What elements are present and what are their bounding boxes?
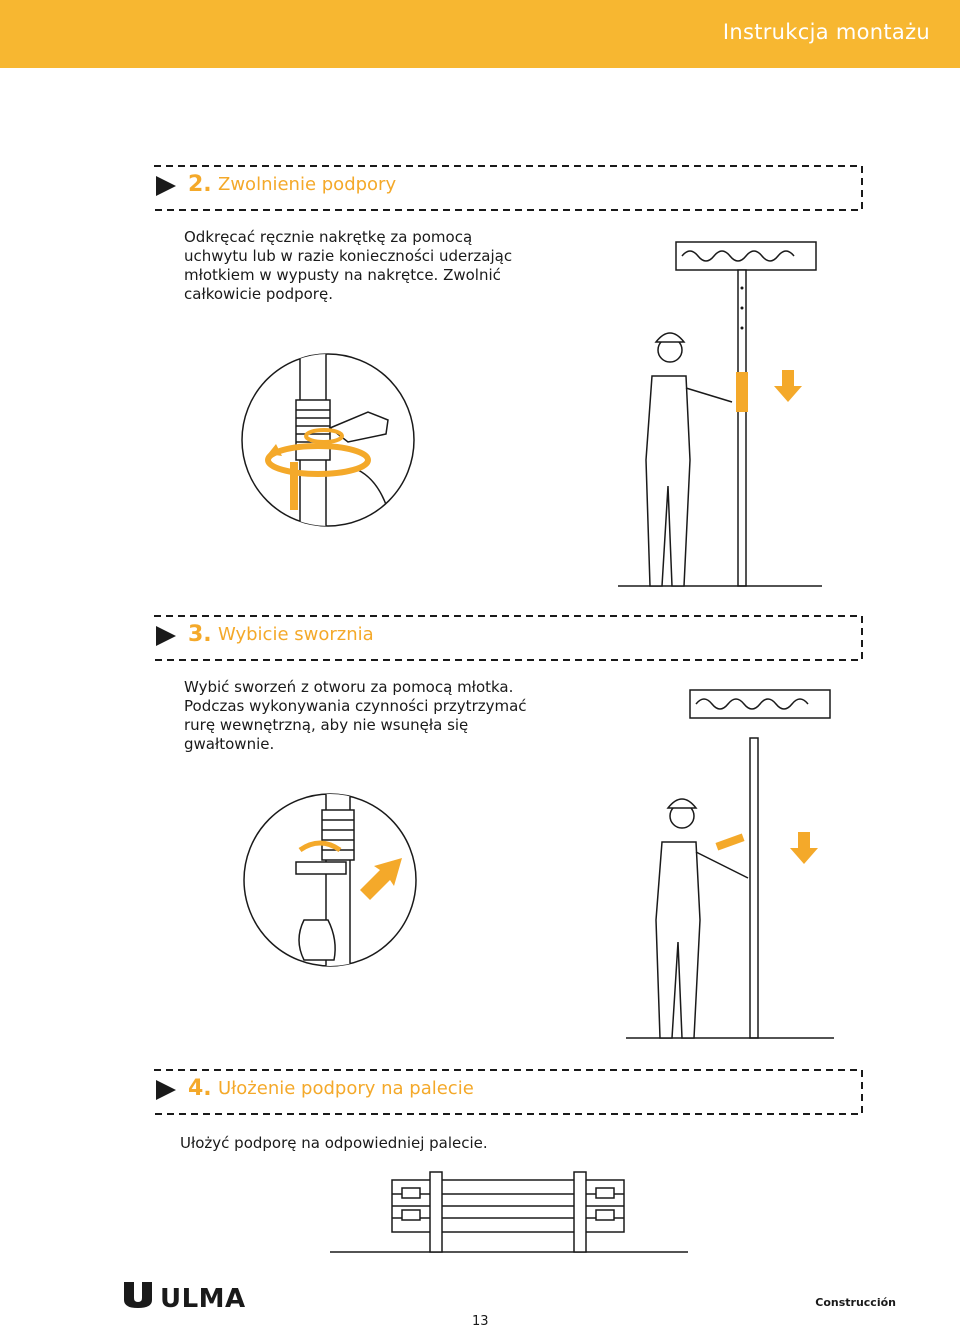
step-number: 2. xyxy=(188,172,212,197)
header-bar xyxy=(0,0,960,68)
step-4-section xyxy=(152,1068,864,1112)
play-arrow-icon xyxy=(156,1080,176,1100)
step-number: 3. xyxy=(188,622,212,647)
step-title: Zwolnienie podpory xyxy=(218,174,397,195)
play-arrow-icon xyxy=(156,626,176,646)
worker-pin-illustration xyxy=(620,686,840,1042)
page-title: Instrukcja montażu xyxy=(722,20,930,44)
footer-brand: ULMA xyxy=(160,1284,246,1314)
page-number: 13 xyxy=(472,1314,489,1329)
step-3-text: Wybić sworzeń z otworu za pomocą młotka. Podczas wykonywania czynności przytrzymać rurę wewnętrzną, aby nie wsunęła się gwałtownie. xyxy=(184,678,527,753)
step-title: Wybicie sworznia xyxy=(218,624,374,645)
ulma-logo-icon xyxy=(122,1280,156,1310)
step-4-text: Ułożyć podporę na odpowiedniej palecie. xyxy=(180,1134,488,1152)
step-2-section xyxy=(152,164,864,208)
step-number: 4. xyxy=(188,1076,212,1101)
pallet-illustration xyxy=(330,1166,690,1258)
nut-release-detail-illustration xyxy=(238,350,418,530)
footer-division: Construcción xyxy=(815,1296,896,1309)
step-3-header xyxy=(152,614,864,658)
step-title: Ułożenie podpory na palecie xyxy=(218,1078,474,1099)
step-4-header xyxy=(152,1068,864,1112)
step-2-text: Odkręcać ręcznie nakrętkę za pomocą uchwytu lub w razie konieczności uderzając młotkiem w wypusty na nakrętce. Zwolnić całkowicie podporę. xyxy=(184,228,513,303)
step-2-header xyxy=(152,164,864,208)
step-3-section xyxy=(152,614,864,658)
worker-release-illustration xyxy=(612,238,832,590)
pin-removal-detail-illustration xyxy=(240,790,420,970)
play-arrow-icon xyxy=(156,176,176,196)
